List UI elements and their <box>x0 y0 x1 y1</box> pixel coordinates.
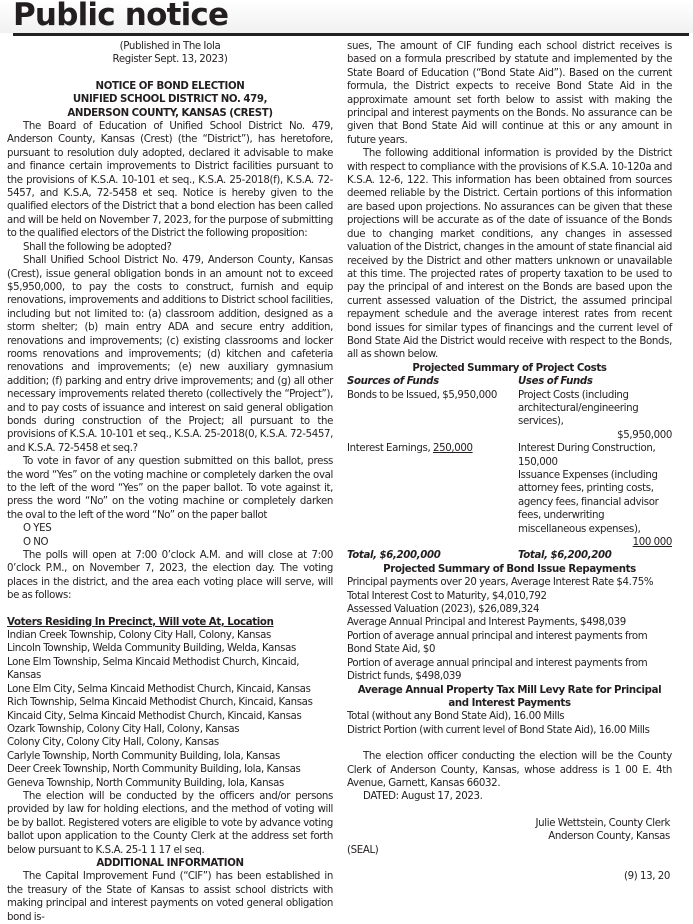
repayment-item: Assessed Valuation (2023), $26,089,324 <box>347 604 540 616</box>
funds-row-1 <box>347 389 672 429</box>
repayment-item: Total Interest Cost to Maturity, $4,010,792 <box>347 590 547 602</box>
source-interest <box>347 442 518 536</box>
cif-paragraph-start: The Capital Improvement Fund (“CIF”) has been established in the treasury of the State of Kansas to assist school districts with making principal and interest payments on voted general obligation bond is- <box>7 871 333 923</box>
heading-line-1: NOTICE OF BOND ELECTION <box>95 80 245 92</box>
source-interest-label: Interest Earnings, <box>347 443 433 455</box>
run-dates: (9) 13, 20 <box>624 870 670 882</box>
dated-line: DATED: August 17, 2023. <box>363 791 483 803</box>
compliance-paragraph: The following additional information is provided by the District with respect to compliance with the provisions of K.S.A. 10-120a and K.S.A. 12-6, 122. This information has been obtained from sources deemed reliable by the District. Certain portions of this information are based upon projections. No assurances can be given that these projections will be accurate as of the date of issuance of the Bonds due to changing market conditions, any changes in assessed valuation of the District, changes in the amount of state financial aid received by the District and other matters unknown or unavailable at this time. The projected rates of property taxation to be used to pay the principal of and interest on the Bonds are based upon the current assessed valuation of the District, the assumed principal repayment schedule and the average interest rates from recent bond issues for similar types of financings and the current level of Bond State Aid the District would receive with respect to the Bonds, all as shown below. <box>347 148 672 361</box>
repayments-heading: Projected Summary of Bond Issue Repayments <box>383 563 636 575</box>
use-project-costs: Project Costs (including architectural/engineering services), <box>518 389 639 428</box>
signer-county: Anderson County, Kansas <box>548 831 670 843</box>
uses-total: Total, $6,200,200 <box>518 550 612 562</box>
spacer <box>7 67 333 80</box>
funds-table-header <box>347 375 672 388</box>
precinct-item: Deer Creek Township, North Community Building, Iola, Kansas <box>7 764 301 776</box>
use-issuance-amount: 100 000 <box>632 537 672 549</box>
uses-header: Uses of Funds <box>518 376 593 388</box>
precinct-item: Kincaid City, Selma Kincaid Methodist Church, Kincaid, Kansas <box>7 710 302 722</box>
source-bonds: Bonds to be Issued, $5,950,000 <box>347 389 498 401</box>
seal-label: (SEAL) <box>347 844 379 856</box>
ballot-option-no: O NO <box>23 536 49 548</box>
precinct-item: Ozark Township, Colony City Hall, Colony, Kansas <box>7 723 240 735</box>
heading-line-3: ANDERSON COUNTY, KANSAS (CREST) <box>67 107 273 119</box>
repayment-item: Principal payments over 20 years, Average Interest Rate $4.75% <box>347 577 654 589</box>
sources-header: Sources of Funds <box>347 376 439 388</box>
signer-name: Julie Wettstein, County Clerk <box>535 817 670 829</box>
section-title: Public notice <box>13 0 229 33</box>
project-costs-heading: Projected Summary of Project Costs <box>412 362 607 374</box>
right-column <box>347 40 672 883</box>
funds-row-2 <box>347 442 672 536</box>
precinct-header: Voters Residing In Precinct, Will vote At, Location <box>7 616 274 628</box>
sources-total: Total, $6,200,000 <box>347 550 441 562</box>
conduct-paragraph: The election will be conducted by the officers and/or persons provided by law for holding elections, and the method of voting will be by ballot. Registered voters are eligible to vote by advance voting ballot upon application to the County Clerk at the address set forth below pursuant to K.S.A. 25-1 1 17 el seq. <box>7 790 333 856</box>
precinct-item: Lone Elm City, Selma Kincaid Methodist Church, Kincaid, Kansas <box>7 683 311 695</box>
heading-line-2: UNIFIED SCHOOL DISTRICT NO. 479, <box>72 94 268 106</box>
left-column <box>7 40 333 924</box>
funds-totals <box>347 549 672 562</box>
levy-heading: Average Annual Property Tax Mill Levy Rate for Principal and Interest Payments <box>357 684 662 709</box>
published-line-1: (Published in The Iola <box>119 41 221 52</box>
voting-instructions: To vote in favor of any question submitted on this ballot, press the word “Yes” on the voting machine or completely darken the oval to the left of the word “Yes” on the paper ballot. To vote against it, press the word “No” on the voting machine or completely darken the oval to the left of the word “No” on the paper ballot <box>7 456 333 521</box>
intro-paragraph: The Board of Education of Unified School District No. 479, Anderson County, Kansas (Crest) (the “District”), has heretofore, pursuant to resolution duly adopted, declared it advisable to make and finance certain improvements to District facilities pursuant to the provisions of K.S.A. 10-101 et seq., K.S.A. 25-2018(f), K.S.A. 72-5457, and K.S.A, 72-5458 et seq. Notice is hereby given to the qualified electors of the District that a bond election has been called and will be held on November 7, 2023, for the purpose of submitting to the qualified electors of the District the following proposition: <box>7 121 333 240</box>
precinct-item: Indian Creek Township, Colony City Hall, Colony, Kansas <box>7 630 271 642</box>
masthead <box>0 0 693 33</box>
precinct-item: Rich Township, Selma Kincaid Methodist Church, Kincaid, Kansas <box>7 697 313 709</box>
repayment-item: Average Annual Principal and Interest Payments, $498,039 <box>347 617 626 629</box>
spacer <box>347 804 672 817</box>
use-interest-and-issuance <box>518 442 672 536</box>
officer-paragraph: The election officer conducting the election will be the County Clerk of Anderson County, Kansas, whose address is 1 00 E. 4th Avenue, Garnett, Kansas 66032. <box>347 751 672 789</box>
spacer <box>347 857 672 870</box>
source-interest-amount: 250,000 <box>432 443 473 455</box>
spacer <box>7 603 333 616</box>
published-line-2: Register Sept. 13, 2023) <box>112 54 228 66</box>
precinct-item: Carlyle Township, North Community Building, Iola, Kansas <box>7 750 280 762</box>
use-issuance: Issuance Expenses (including attorney fees, printing costs, agency fees, financial advisor fees, underwriting miscellaneous expenses), <box>518 470 659 535</box>
precinct-item: Geneva Township, North Community Building, Iola, Kansas <box>7 777 284 789</box>
precinct-item: Colony City, Colony City Hall, Colony, Kansas <box>7 737 219 749</box>
levy-total: Total (without any Bond State Aid), 16.00 Mills <box>347 711 565 723</box>
repayment-item: Portion of average annual principal and interest payments from District funds, $498,039 <box>347 657 648 683</box>
use-interest-construction: Interest During Construction, 150,000 <box>518 443 656 468</box>
levy-district: District Portion (with current level of Bond State Aid), 16.00 Mills <box>347 724 650 736</box>
repayment-item: Portion of average annual principal and interest payments from Bond State Aid, $0 <box>347 630 648 656</box>
ballot-option-yes: O YES <box>23 523 52 535</box>
additional-info-heading: ADDITIONAL INFORMATION <box>96 857 244 869</box>
polls-paragraph: The polls will open at 7:00 0’clock A.M. and will close at 7:00 0’clock P.M., on November 7, 2023, the election day. The voting places in the district, and the area each voting place will serve, will be as follows: <box>7 550 333 602</box>
header-rule <box>13 33 689 36</box>
spacer <box>347 737 672 750</box>
precinct-item: Lone Elm Township, Selma Kincaid Methodist Church, Kincaid, Kansas <box>7 656 300 682</box>
cif-paragraph-continued: sues, The amount of CIF funding each school district receives is based on a formula prescribed by statute and implemented by the State Board of Education (“Bond State Aid”). Based on the current formula, the District expects to receive Bond State Aid in the approximate amount set forth below to assist with making the principal and interest payments on the Bonds. No assurance can be given that Bond State Aid will continue at this or any amount in future years. <box>347 41 672 146</box>
question-line: Shall the following be adopted? <box>23 241 172 253</box>
proposition-paragraph: Shall Unified School District No. 479, Anderson County, Kansas (Crest), issue general obligation bonds in an amount not to exceed $5,950,000, to pay the costs to construct, furnish and equip renovations, improvements and additions to District school facilities, including but not limited to: (a) classroom addition, designed as a storm shelter; (b) main entry ADA and secure entry addition, renovations and improvements; (c) existing classrooms and locker rooms renovations and improvements; (d) kitchen and cafeteria renovations and improvements; (e) new auxiliary gymnasium addition; (f) parking and entry drive improvements; and (g) all other necessary improvements related thereto (collectively the “Project”), and to pay costs of issuance and interest on said general obligation bonds during construction of the Project; all pursuant to the provisions of K.S.A. 10-101 et seq., K.S.A. 25-2018(0, K.S.A. 72-5457, and K.S.A. 72-5458 et seq.? <box>7 255 333 454</box>
precinct-item: Lincoln Township, Welda Community Building, Welda, Kansas <box>7 643 296 655</box>
use-project-costs-amount: $5,950,000 <box>617 429 672 441</box>
